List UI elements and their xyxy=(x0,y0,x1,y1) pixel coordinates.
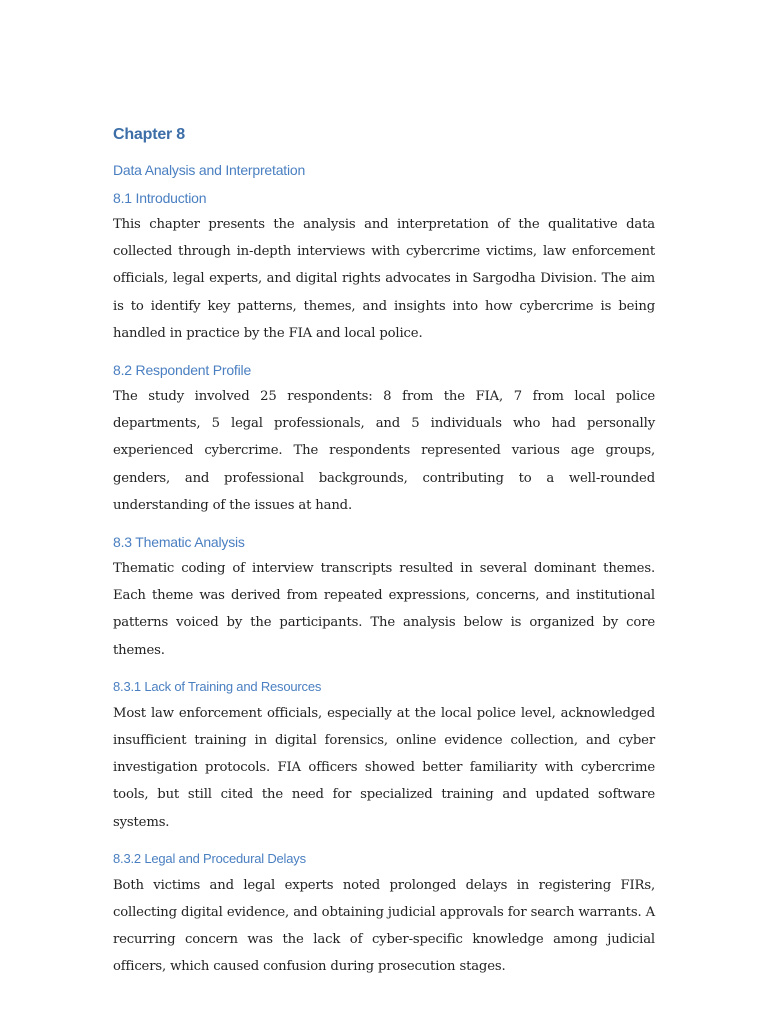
subsection-legal-delays xyxy=(113,850,655,981)
section-body: Thematic coding of interview transcripts resulted in several dominant themes. Each theme was derived from repeated expressions, concerns, and institutional patterns voiced by the participants. The analysis below is organized by core themes. xyxy=(113,561,655,658)
section-heading: 8.1 Introduction xyxy=(113,190,207,206)
document-page xyxy=(113,124,655,995)
section-respondent-profile xyxy=(113,361,655,519)
section-introduction xyxy=(113,189,655,347)
subsection-heading: 8.3.1 Lack of Training and Resources xyxy=(113,678,322,694)
subsection-training-resources xyxy=(113,678,655,836)
chapter-subtitle: Data Analysis and Interpretation xyxy=(113,162,306,178)
section-thematic-analysis xyxy=(113,533,655,664)
section-heading: 8.2 Respondent Profile xyxy=(113,362,252,379)
subsection-heading: 8.3.2 Legal and Procedural Delays xyxy=(113,850,306,866)
section-body: The study involved 25 respondents: 8 from the FIA, 7 from local police departments, 5 legal professionals, and 5 individuals who had personally experienced cybercrime. The respondents represented various age groups, genders, and professional backgrounds, contributing to a well-rounded understanding of the issues at hand. xyxy=(113,389,655,513)
section-body: This chapter presents the analysis and interpretation of the qualitative data collected through in-depth interviews with cybercrime victims, law enforcement officials, legal experts, and digital rights advocates in Sargodha Division. The aim is to identify key patterns, themes, and insights into how cybercrime is being handled in practice by the FIA and local police. xyxy=(113,217,655,341)
chapter-title: Chapter 8 xyxy=(113,126,185,143)
subsection-body: Both victims and legal experts noted prolonged delays in registering FIRs, collecting digital evidence, and obtaining judicial approvals for search warrants. A recurring concern was the lack of cyber-specific knowledge among judicial officers, which caused confusion during prosecution stages. xyxy=(113,877,655,975)
section-heading: 8.3 Thematic Analysis xyxy=(113,534,245,551)
subsection-body: Most law enforcement officials, especially at the local police level, acknowledged insufficient training in digital forensics, online evidence collection, and cyber investigation protocols. FIA officers showed better familiarity with cybercrime tools, but still cited the need for specialized training and updated software systems. xyxy=(113,705,655,830)
